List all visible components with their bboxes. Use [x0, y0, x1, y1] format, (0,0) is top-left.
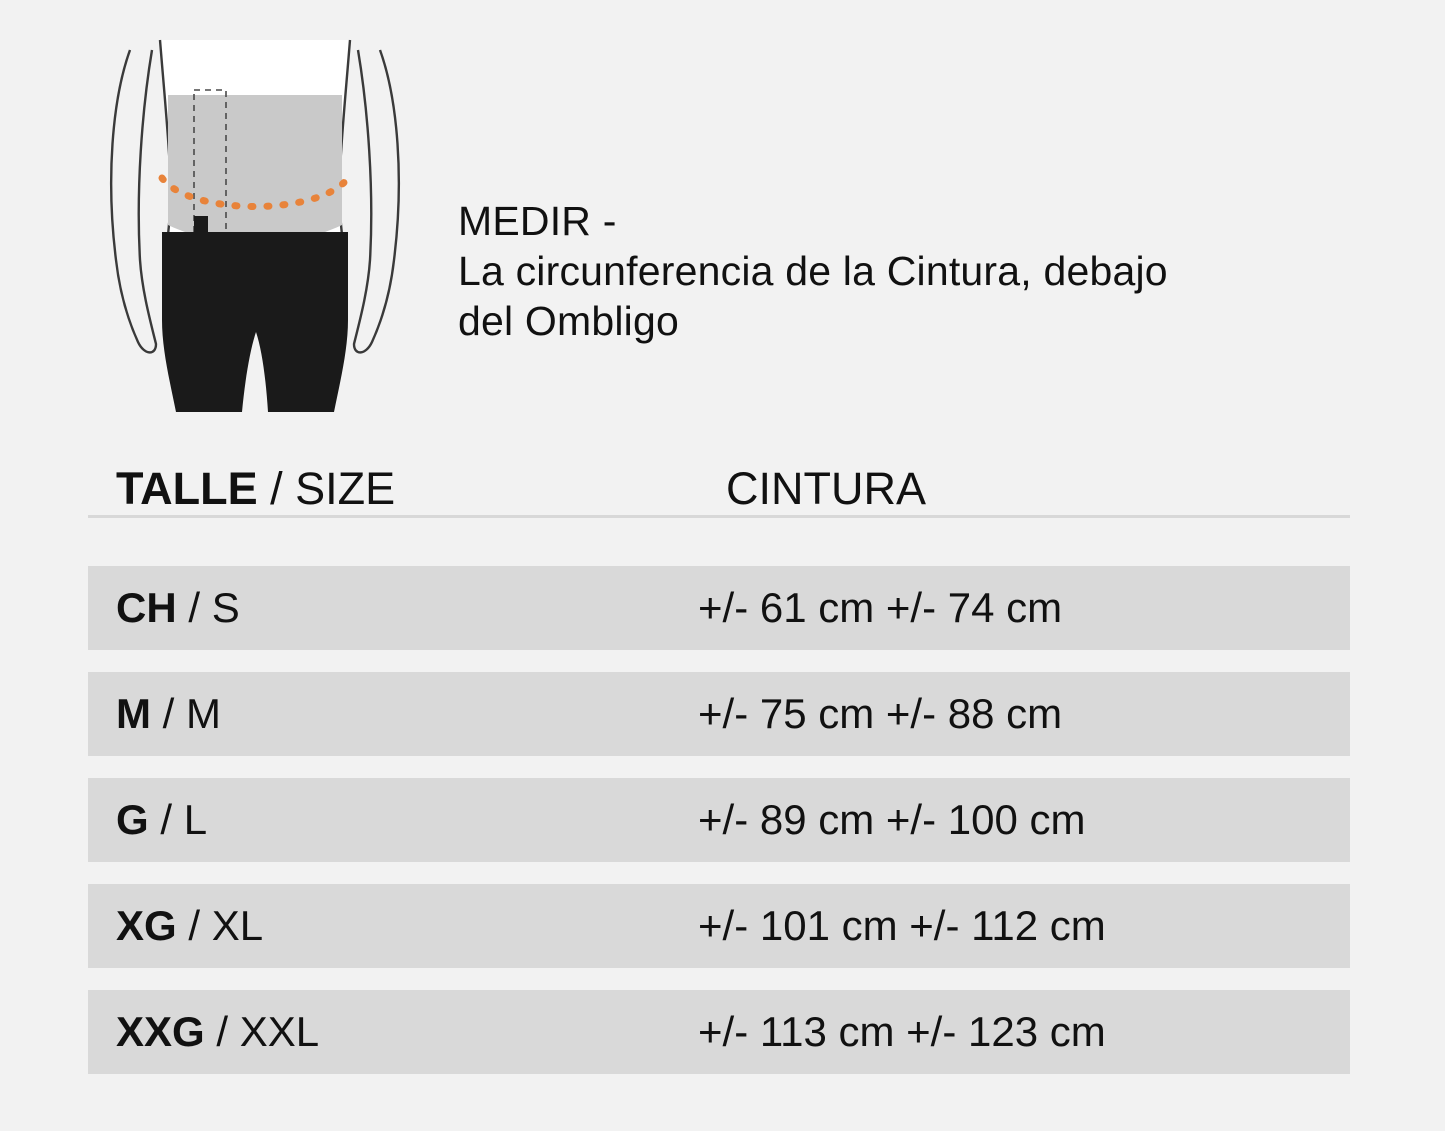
- column-header-waist: CINTURA: [726, 463, 926, 514]
- instructions-line-1: MEDIR -: [458, 198, 617, 244]
- cell-size-light: L: [183, 796, 208, 843]
- instructions-text: [458, 196, 1388, 346]
- table-row: [88, 566, 1350, 650]
- cell-size-bold: CH: [116, 584, 177, 631]
- table-body: [88, 566, 1350, 1074]
- cell-waist: +/- 89 cm +/- 100 cm: [698, 796, 1086, 843]
- size-table: [88, 440, 1350, 1096]
- table-row: [88, 990, 1350, 1074]
- cell-size-light: M: [186, 690, 222, 737]
- cell-size-sep: /: [151, 690, 187, 737]
- cell-size-sep: /: [148, 796, 184, 843]
- cell-waist: +/- 113 cm +/- 123 cm: [698, 1008, 1106, 1055]
- cell-size-sep: /: [176, 584, 212, 631]
- table-row: [88, 778, 1350, 862]
- cell-size: [116, 902, 698, 950]
- cell-size-bold: G: [116, 796, 149, 843]
- table-row: [88, 672, 1350, 756]
- cell-waist: +/- 75 cm +/- 88 cm: [698, 690, 1063, 737]
- cell-size: [116, 584, 698, 632]
- cell-size-sep: /: [176, 902, 212, 949]
- instructions-line-2: La circunferencia de la Cintura, debajo: [458, 248, 1168, 294]
- cell-size-bold: XXG: [116, 1008, 205, 1055]
- table-header-row: [88, 440, 1350, 518]
- cell-size-sep: /: [204, 1008, 240, 1055]
- cell-size-light: S: [211, 584, 240, 631]
- torso-illustration-svg: [90, 20, 420, 420]
- column-header-size: [116, 463, 726, 515]
- cell-waist: +/- 101 cm +/- 112 cm: [698, 902, 1106, 949]
- column-header-size-light: SIZE: [295, 463, 396, 514]
- cell-size: [116, 796, 698, 844]
- cell-size: [116, 690, 698, 738]
- cell-size-light: XXL: [239, 1008, 320, 1055]
- column-header-size-bold: TALLE: [116, 463, 258, 514]
- measurement-instruction-block: [0, 0, 1445, 430]
- cell-size-bold: XG: [116, 902, 177, 949]
- table-row: [88, 884, 1350, 968]
- torso-measure-diagram: [90, 20, 420, 420]
- cell-size-light: XL: [211, 902, 264, 949]
- instructions-line-3: del Ombligo: [458, 298, 679, 344]
- cell-size-bold: M: [116, 690, 151, 737]
- cell-size: [116, 1008, 698, 1056]
- cell-waist: +/- 61 cm +/- 74 cm: [698, 584, 1063, 631]
- column-header-size-sep: /: [257, 463, 296, 514]
